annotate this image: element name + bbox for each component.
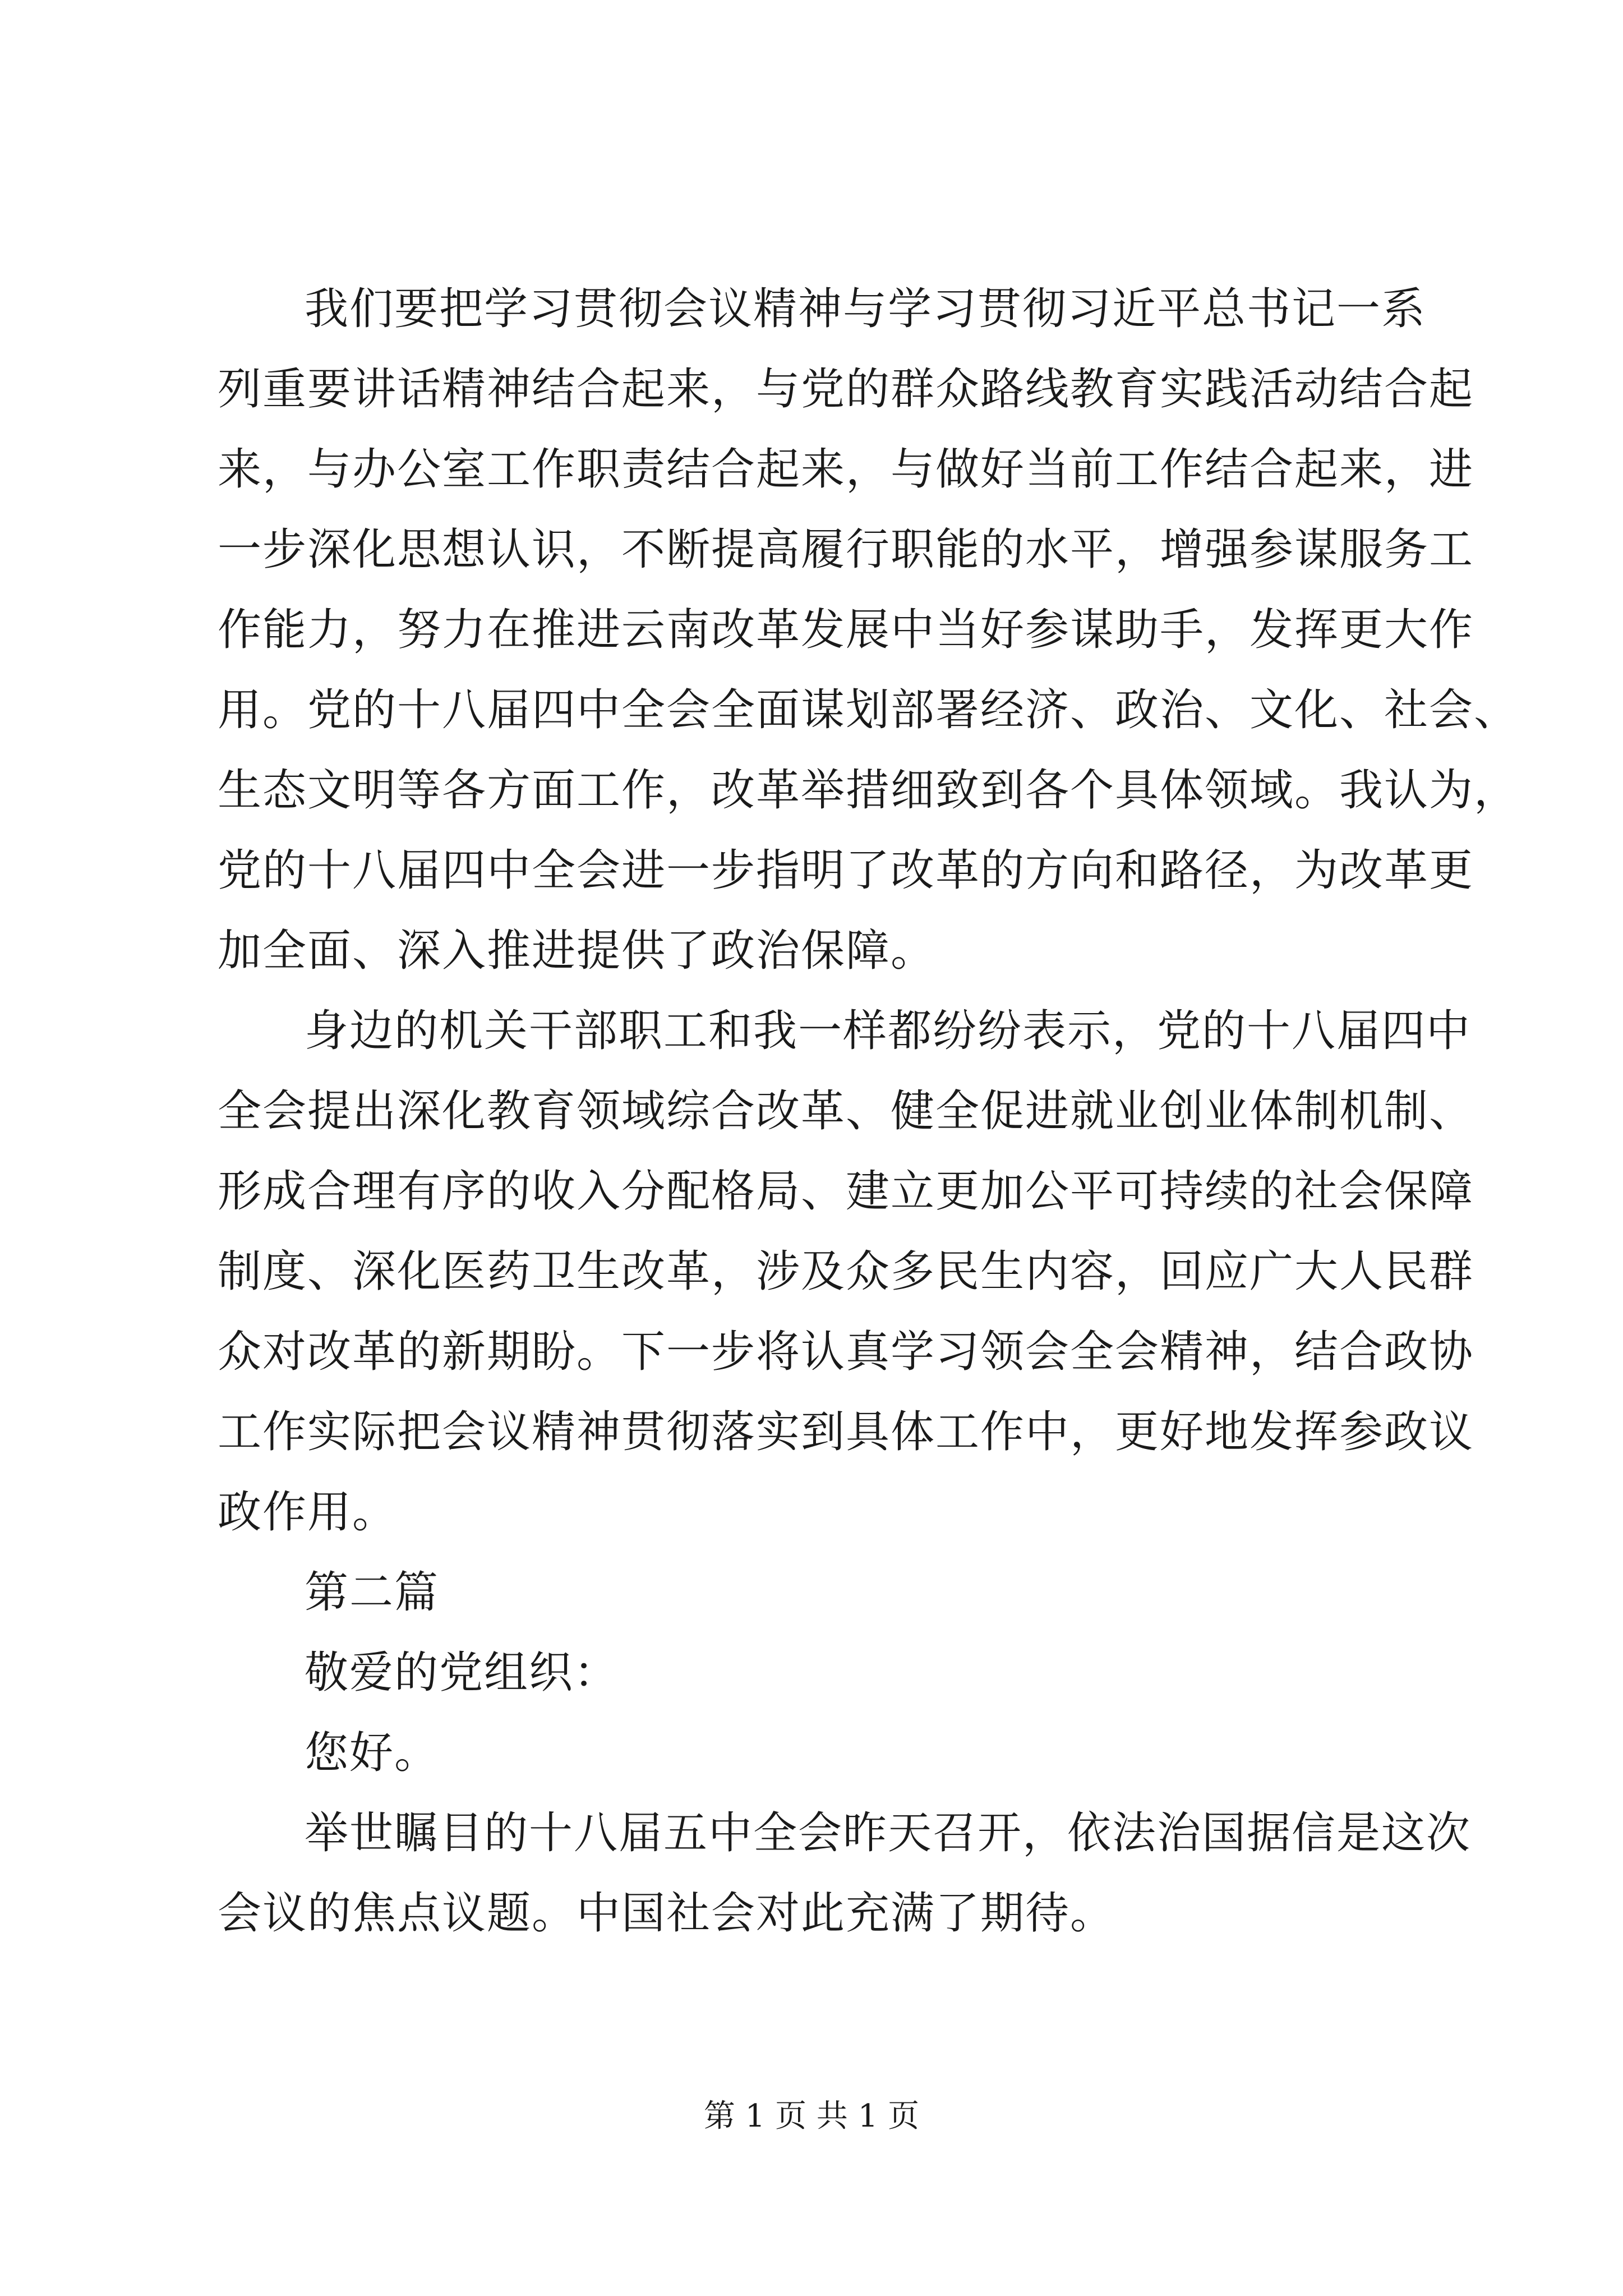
paragraph-1-line-6: 用。党的十八届四中全会全面谋划部署经济、政治、文化、社会、 <box>218 685 1519 735</box>
paragraph-2-line-1: 身边的机关干部职工和我一样都纷纷表示，党的十八届四中 <box>305 1006 1472 1056</box>
paragraph-1-line-5: 作能力，努力在推进云南改革发展中当好参谋助手，发挥更大作 <box>218 605 1474 655</box>
page-number-footer: 第 1 页 共 1 页 <box>703 2098 920 2134</box>
paragraph-1-line-4: 一步深化思想认识，不断提高履行职能的水平，增强参谋服务工 <box>218 524 1474 575</box>
paragraph-1-line-1: 我们要把学习贯彻会议精神与学习贯彻习近平总书记一系 <box>305 284 1427 334</box>
paragraph-1-line-9: 加全面、深入推进提供了政治保障。 <box>218 926 936 976</box>
paragraph-2-line-2: 全会提出深化教育领域综合改革、健全促进就业创业体制机制、 <box>218 1086 1474 1137</box>
paragraph-2-line-6: 工作实际把会议精神贯彻落实到具体工作中，更好地发挥参政议 <box>218 1407 1474 1457</box>
salutation: 敬爱的党组织： <box>305 1648 619 1698</box>
paragraph-2-line-7: 政作用。 <box>218 1487 398 1538</box>
paragraph-2-line-3: 形成合理有序的收入分配格局、建立更加公平可持续的社会保障 <box>218 1166 1474 1217</box>
paragraph-1-line-2: 列重要讲话精神结合起来，与党的群众路线教育实践活动结合起 <box>218 364 1474 415</box>
paragraph-1-line-7: 生态文明等各方面工作，改革举措细致到各个具体领域。我认为， <box>218 765 1519 816</box>
paragraph-3-line-1: 举世瞩目的十八届五中全会昨天召开，依法治国据信是这次 <box>305 1808 1472 1858</box>
paragraph-2-line-4: 制度、深化医药卫生改革，涉及众多民生内容，回应广大人民群 <box>218 1246 1474 1297</box>
paragraph-1-line-8: 党的十八届四中全会进一步指明了改革的方向和路径，为改革更 <box>218 845 1474 896</box>
section-heading: 第二篇 <box>305 1567 440 1618</box>
paragraph-3-line-2: 会议的焦点议题。中国社会对此充满了期待。 <box>218 1888 1115 1939</box>
paragraph-1-line-3: 来，与办公室工作职责结合起来，与做好当前工作结合起来，进 <box>218 444 1474 495</box>
greeting: 您好。 <box>305 1728 440 1778</box>
paragraph-2-line-5: 众对改革的新期盼。下一步将认真学习领会全会精神，结合政协 <box>218 1327 1474 1377</box>
